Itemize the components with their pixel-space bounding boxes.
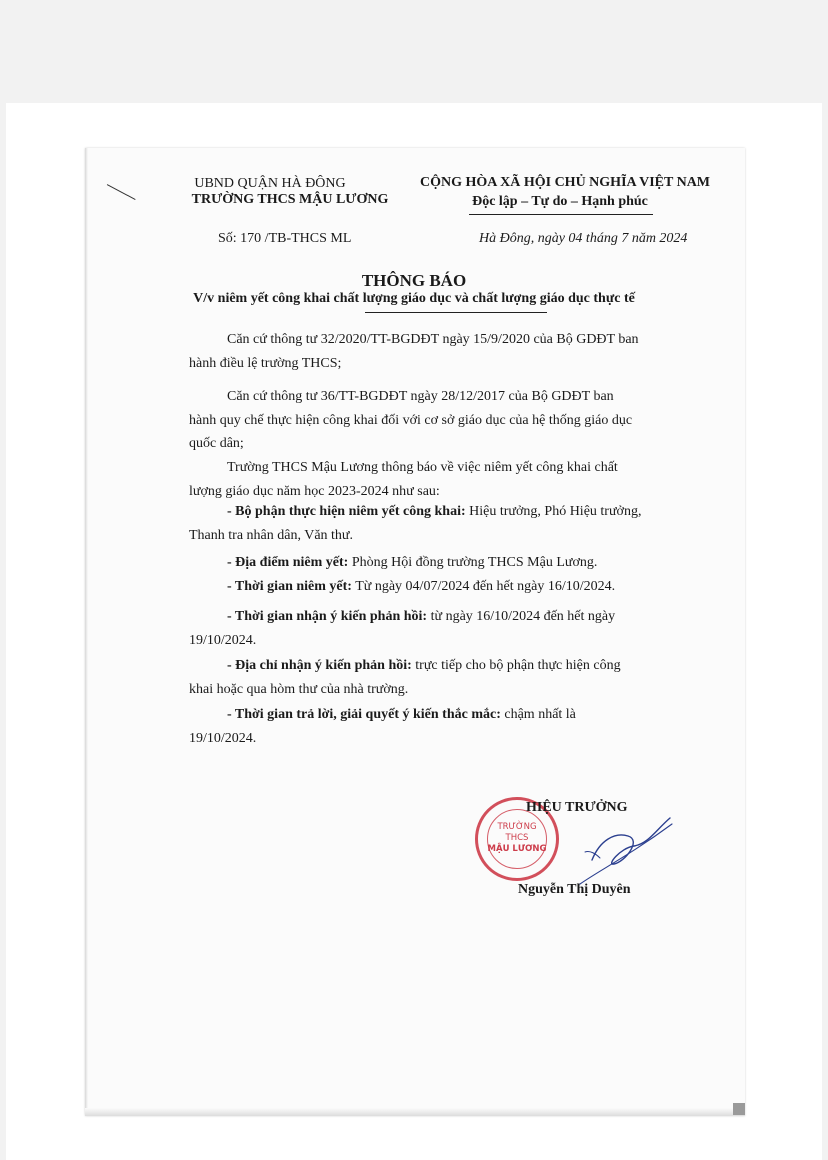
text-line: hành điều lệ trường THCS; [189, 355, 342, 371]
paper-bottom-edge [85, 1108, 745, 1116]
item-feedback-address [189, 654, 694, 701]
item-location [189, 551, 694, 575]
corner-mark [733, 1103, 745, 1115]
item-label: - Địa chỉ nhận ý kiến phản hồi: [227, 658, 412, 673]
text-line [189, 575, 694, 599]
national-motto: Độc lập – Tự do – Hạnh phúc [472, 194, 648, 209]
item-response-time [189, 703, 694, 750]
document-date: Hà Đông, ngày 04 tháng 7 năm 2024 [479, 231, 688, 246]
item-label: - Bộ phận thực hiện niêm yết công khai: [227, 504, 466, 519]
document-number: Số: 170 /TB-THCS ML [218, 231, 352, 246]
paragraph-announcement [189, 456, 694, 503]
text-line [189, 500, 694, 524]
signer-name: Nguyễn Thị Duyên [518, 882, 631, 897]
item-text: từ ngày 16/10/2024 đến hết ngày [427, 609, 616, 624]
item-responsible-unit [189, 500, 694, 547]
text-line: hành quy chế thực hiện công khai đối với cơ sở giáo dục của hệ thống giáo dục [189, 412, 633, 428]
item-posting-period [189, 575, 694, 599]
issuer-school: TRƯỜNG THCS MẬU LƯƠNG [191, 192, 389, 207]
item-text: trực tiếp cho bộ phận thực hiện công [411, 658, 621, 673]
motto-underline [469, 214, 653, 215]
item-label: - Địa điểm niêm yết: [227, 555, 349, 570]
item-label: - Thời gian niêm yết: [227, 579, 352, 594]
text-line: 19/10/2024. [189, 730, 257, 746]
text-line: khai hoặc qua hòm thư của nhà trường. [189, 681, 409, 697]
issuer-authority: UBND QUẬN HÀ ĐÔNG [194, 176, 346, 191]
text-line: 19/10/2024. [189, 632, 257, 648]
item-label: - Thời gian nhận ý kiến phản hồi: [227, 609, 428, 624]
text-line: Trường THCS Mậu Lương thông báo về việc niêm yết công khai chất [227, 460, 618, 475]
seal-text-line: MẬU LƯƠNG [487, 844, 547, 854]
text-line: lượng giáo dục năm học 2023-2024 như sau: [189, 483, 440, 499]
seal-text-line: TRƯỜNG [497, 822, 537, 832]
text-line: quốc dân; [189, 436, 244, 451]
document-subtitle: V/v niêm yết công khai chất lượng giáo dục và chất lượng giáo dục thực tế [193, 291, 635, 306]
item-label: - Thời gian trả lời, giải quyết ý kiến thắc mắc: [227, 707, 501, 722]
item-text: Từ ngày 04/07/2024 đến hết ngày 16/10/2024. [351, 579, 616, 594]
text-line: Căn cứ thông tư 36/TT-BGDĐT ngày 28/12/2017 của Bộ GDĐT ban [227, 389, 614, 404]
text-line [189, 551, 694, 575]
item-text: chậm nhất là [500, 707, 576, 722]
national-title: CỘNG HÒA XÃ HỘI CHỦ NGHĨA VIỆT NAM [420, 175, 711, 190]
document-title: THÔNG BÁO [361, 271, 467, 290]
text-line [189, 654, 694, 678]
item-text: Phòng Hội đồng trường THCS Mậu Lương. [348, 555, 598, 570]
item-text: Hiệu trưởng, Phó Hiệu trưởng, [465, 504, 642, 519]
subtitle-underline [365, 312, 547, 313]
text-line: Căn cứ thông tư 32/2020/TT-BGDĐT ngày 15/9/2020 của Bộ GDĐT ban [227, 332, 639, 347]
paragraph-legal-basis-1 [189, 328, 694, 375]
seal-text-line: THCS [505, 833, 529, 843]
text-line [189, 605, 694, 629]
text-line: Thanh tra nhân dân, Văn thư. [189, 527, 354, 543]
text-line [189, 703, 694, 727]
handwritten-signature [530, 800, 680, 890]
item-feedback-period [189, 605, 694, 652]
signer-role: HIỆU TRƯỞNG [526, 800, 628, 815]
paragraph-legal-basis-2 [189, 385, 694, 456]
